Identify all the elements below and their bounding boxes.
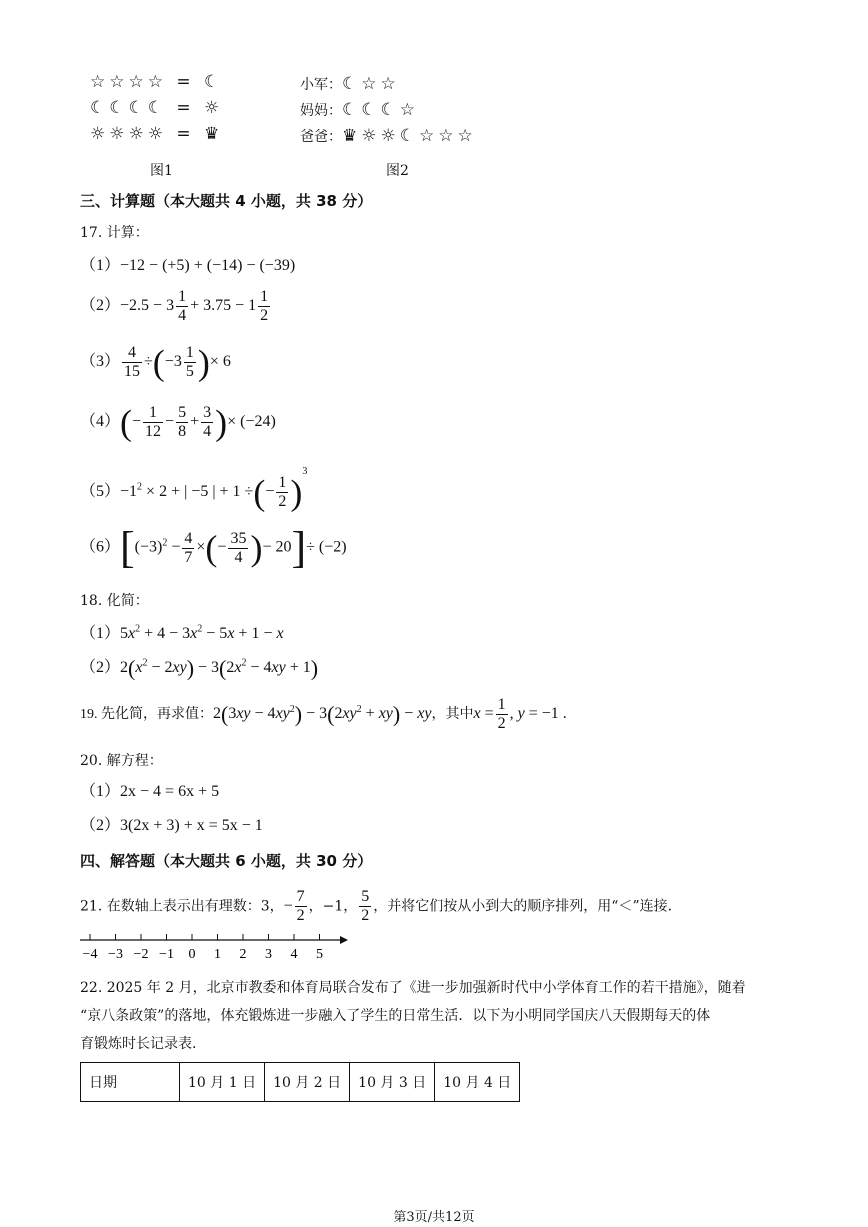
q20-p2-expr: 3(2x + 3) + x = 5x − 1: [120, 817, 263, 834]
figure2-caption: 图2: [386, 163, 409, 179]
q18-p2-num: （2）: [80, 659, 121, 676]
q22-text: [80, 974, 800, 1058]
q17-p1-expr: −12 − (+5) + (−14) − (−39): [120, 257, 296, 274]
q20-p2-num: （2）: [80, 817, 121, 834]
q18-p1-num: （1）: [80, 625, 121, 642]
figure2-row1-label: 小军：: [300, 77, 342, 93]
q18-part2: $(2)2(x^2 - 2xy) - 3(2x^2 - 4xy + 1)$: [80, 655, 319, 681]
figure2-row2-symbols: ☾☾☾☆: [342, 100, 419, 120]
q21-prefix: 21. 在数轴上表示出有理数：3，: [80, 898, 284, 915]
axis-tick-label: 2: [239, 947, 247, 962]
q22-line1: 22. 2025 年 2 月，北京市教委和体育局联合发布了《进一步加强新时代中小学体育工作的若干措施》，随着: [80, 980, 746, 996]
figure1-row3: ☼☼☼☼ = ♛: [90, 124, 224, 144]
q17-title: 17. 计算：: [80, 225, 149, 241]
q21: 21. 在数轴上表示出有理数：3，− $\frac{7}{2}$ ，−1， $\frac{5}{2}$ ，并将它们按从小到大的顺序排列，用“＜”连接.: [80, 888, 673, 924]
q18-title: 18. 化简：: [80, 593, 149, 609]
axis-tick-label: 4: [290, 947, 298, 962]
q22-line2: “京八条政策”的落地，体充锻炼进一步融入了学生的日常生活．以下为小明同学国庆八天假期每天的体: [80, 1008, 711, 1024]
q17-part5: $(5)-1^2 \times 2$ + | −5 | + 1 ÷(− $\frac{1}{2}$ )$^3$: [80, 466, 308, 513]
figure2-row1-symbols: ☾☆☆: [342, 74, 400, 94]
q17-part6: $(6)[(-3)^2$ − $\frac{4}{7}$ ×(− $\frac{35}{4}$ )− 20]÷ (−2): [80, 523, 347, 572]
table-header-oct2: 10 月 2 日: [265, 1063, 350, 1102]
axis-tick-label: 3: [265, 947, 272, 962]
number-line: [78, 930, 350, 964]
q20-p1-num: （1）: [80, 783, 121, 800]
table-header-oct3: 10 月 3 日: [350, 1063, 435, 1102]
axis-tick-label: −4: [82, 947, 98, 962]
q22-line3: 育锻炼时长记录表.: [80, 1036, 197, 1052]
axis-tick-label: −3: [108, 947, 123, 962]
q18-part1: $(1)5x^2 + 4 - 3x^2 - 5x + 1 - x$: [80, 623, 284, 642]
figure2-row1: [300, 74, 400, 94]
page-footer: 第3页/共12页: [393, 1210, 475, 1225]
section4-title: 四、解答题（本大题共 6 小题，共 30 分）: [80, 852, 373, 870]
q20-part2: [80, 812, 263, 835]
figure1-row1: ☆☆☆☆ = ☾: [90, 72, 224, 92]
table-header-oct4: 10 月 4 日: [435, 1063, 520, 1102]
table-header-oct1: 10 月 1 日: [180, 1063, 265, 1102]
axis-tick-label: −2: [133, 947, 149, 962]
q19: 19. 先化简，再求值：$2(3xy - 4xy^2) - 3(2xy^2 + xy)$ − xy，其中x = $\frac{1}{2}$ , y = −1 .: [80, 696, 567, 732]
figure1-row2: ☾☾☾☾ = ☼: [90, 98, 224, 118]
figure2-row2-label: 妈妈：: [300, 103, 342, 119]
axis-tick-label: 1: [214, 947, 221, 962]
figure2-row3-symbols: ♛☼☼☾☆☆☆: [342, 126, 477, 146]
q17-part4: （4）(− $\frac{1}{12}$ − $\frac{5}{8}$ + $\frac{3}{4}$ )× (−24): [80, 402, 276, 443]
q17-p5-num: （5）: [80, 483, 121, 500]
q17-p4-num: （4）: [80, 413, 121, 431]
q21-suffix: ，并将它们按从小到大的顺序排列，用“＜”连接.: [373, 898, 673, 915]
table-header-date: 日期: [81, 1063, 180, 1102]
q17-p3-num: （3）: [80, 353, 121, 371]
q20-title: 20. 解方程：: [80, 753, 163, 769]
q20-p1-expr: 2x − 4 = 6x + 5: [120, 783, 220, 800]
figure2-row3-label: 爸爸：: [300, 129, 342, 145]
q19-title: 19. 先化简，再求值：: [80, 707, 213, 723]
figure2-row2: [300, 100, 419, 120]
figure2-row3: [300, 126, 477, 146]
q17-part3: （3） $\frac{4}{15}$ ÷(−3 $\frac{1}{5}$ )× 6: [80, 342, 231, 383]
figure1-caption: 图1: [150, 163, 173, 179]
q17-part1: [80, 252, 295, 275]
q20-part1: [80, 778, 219, 801]
axis-tick-label: −1: [159, 947, 174, 962]
q19-where: ，其中: [431, 707, 474, 723]
q17-p6-num: （6）: [80, 538, 121, 556]
exercise-table: [80, 1062, 520, 1102]
q17-p1-num: （1）: [80, 257, 121, 274]
axis-tick-label: 0: [188, 947, 196, 962]
table-row: [81, 1063, 520, 1102]
q17-p2-num: （2）: [80, 297, 121, 315]
axis-tick-label: 5: [316, 947, 323, 962]
q21-mid: ，−1，: [308, 898, 358, 915]
q17-part2: （2）−2.5 − 3 $\frac{1}{4}$ + 3.75 − 1 $\frac{1}{2}$: [80, 288, 269, 324]
section3-title: 三、计算题（本大题共 4 小题，共 38 分）: [80, 192, 373, 210]
